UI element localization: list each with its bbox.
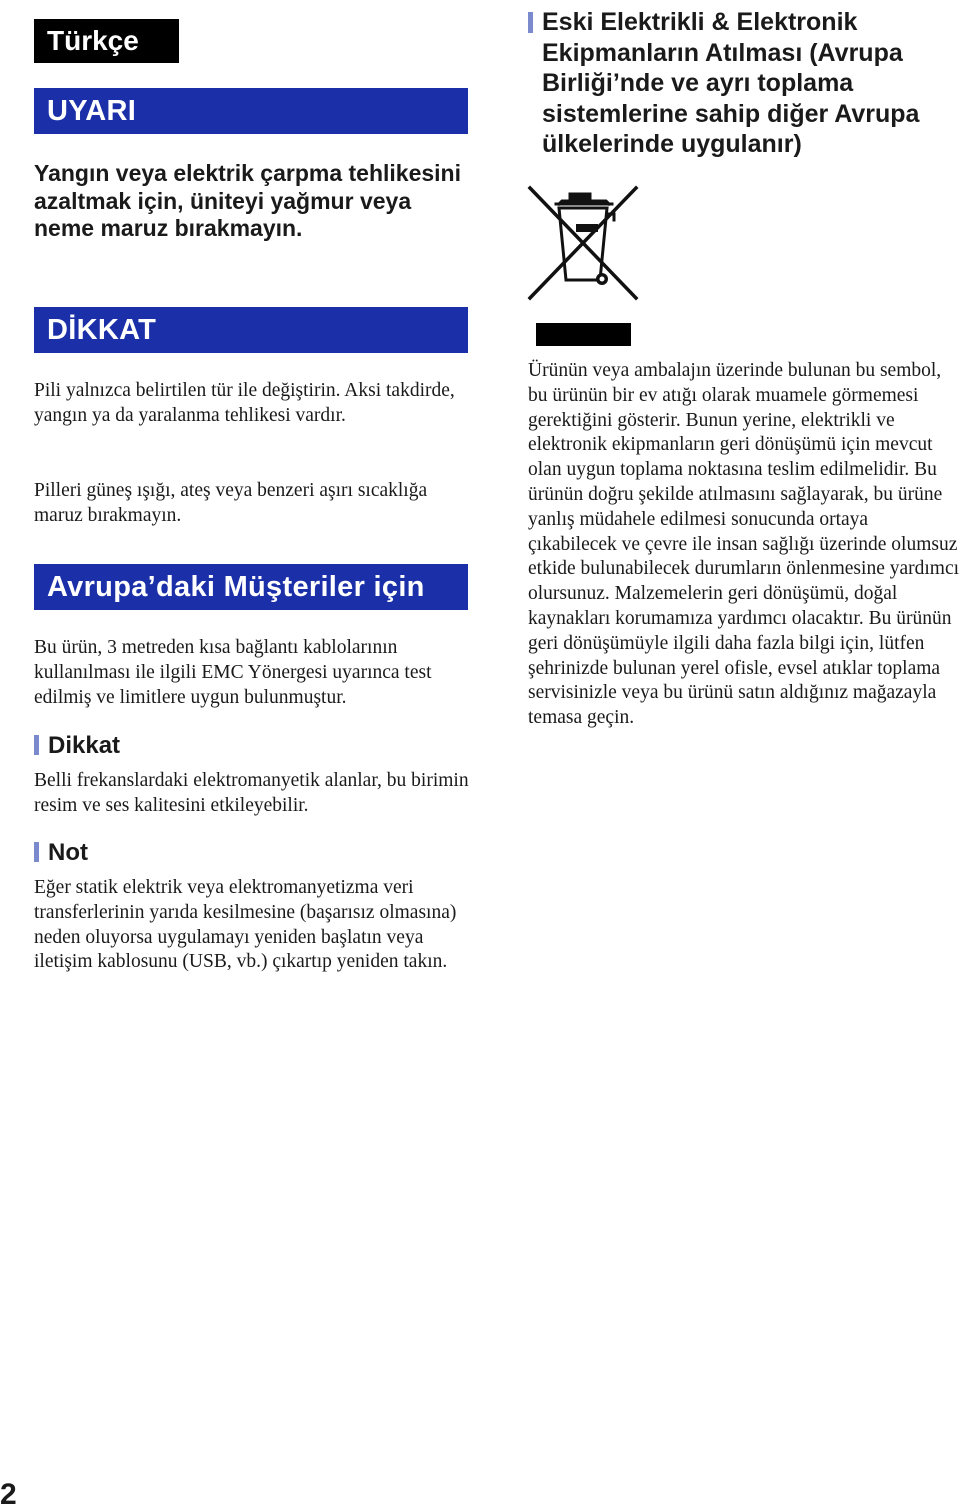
crossed-out-wheelie-bin-icon	[526, 184, 640, 304]
not-subheading-label: Not	[48, 839, 88, 866]
language-tab: Türkçe	[34, 19, 179, 63]
static-electricity-text: Eğer statik elektrik veya elektromanyetizma veri transferlerinin yarıda kesilmesine (başarısız olmasına) neden oluyorsa uygulamayı yeniden başlatın veya iletişim kablosunu (USB, vb.) çıkartıp yeniden takın.	[34, 877, 457, 973]
disposal-heading-label: Eski Elektrikli & Elektronik Ekipmanların Atılması (Avrupa Birliği’nde ve ayrı toplama sistemlerine sahip diğer Avrupa ülkelerinde uygulanır)	[542, 8, 920, 159]
subheading-marker	[34, 735, 39, 755]
dikkat-subheading	[34, 731, 120, 761]
disposal-text: Ürünün veya ambalajın üzerinde bulunan bu sembol, bu ürünün bir ev atığı olarak muamele görmemesi gerektiğini gösterir. Bunun yerine, elektrikli ve elektronik ekipmanların geri dönüşümü için mevcut olan uygun toplama noktasına teslim edilmelidir. Bu ürünün doğru şekilde atılmasını sağlayarak, bu ürüne yanlış müdahele edilmesi sonucunda ortaya çıkabilecek ve çevre ile insan sağlığı üzerinde olumsuz etkide bulunabilecek durumların önlenmesine yardımcı olursunuz. Malzemelerin geri dönüşümü, doğal kaynakları korumamıza yardımcı olacaktır. Bu ürünün geri dönüşümüyle ilgili daha fazla bilgi için, lütfen şehrinizde bulunan yerel ofisle, evsel atıklar toplama servisinizle veya bu ürünü satın aldığınız mağazayla temasa geçin.	[528, 360, 960, 729]
page-number: 2	[0, 1478, 17, 1511]
uyari-heading: UYARI	[34, 88, 468, 134]
europe-customers-heading: Avrupa’daki Müşteriler için	[34, 564, 468, 610]
battery-replace-text: Pili yalnızca belirtilen tür ile değiştirin. Aksi takdirde, yangın ya da yaralanma tehlikesi vardır.	[34, 380, 455, 426]
emc-text: Bu ürün, 3 metreden kısa bağlantı kablolarının kullanılması ile ilgili EMC Yönergesi uyarınca test edilmiş ve limitlere uygun bulunmuştur.	[34, 637, 432, 708]
dikkat-heading: DİKKAT	[34, 307, 468, 353]
black-bar-marker	[536, 323, 631, 346]
disposal-heading	[528, 7, 958, 160]
dikkat-subheading-label: Dikkat	[48, 732, 121, 759]
not-subheading	[34, 838, 88, 868]
uyari-text: Yangın veya elektrik çarpma tehlikesini azaltmak için, üniteyi yağmur veya neme maruz bırakmayın.	[34, 160, 461, 241]
subheading-marker	[528, 12, 533, 33]
battery-heat-text: Pilleri güneş ışığı, ateş veya benzeri aşırı sıcaklığa maruz bırakmayın.	[34, 480, 428, 526]
subheading-marker	[34, 842, 39, 862]
electromagnetic-text: Belli frekanslardaki elektromanyetik alanlar, bu birimin resim ve ses kalitesini etkileyebilir.	[34, 770, 469, 816]
